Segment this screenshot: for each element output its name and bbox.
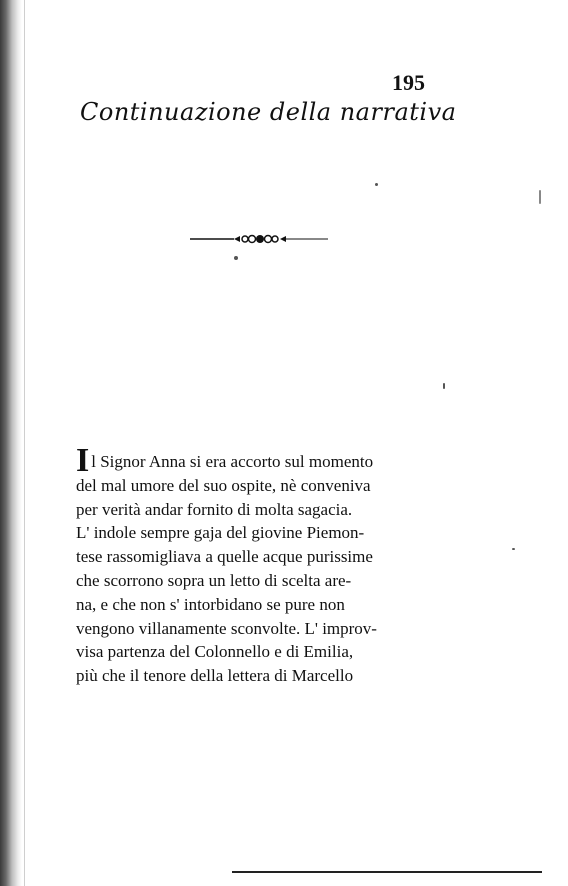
- body-paragraph: [76, 442, 456, 688]
- text-line: vengono villanamente sconvolte. L' improv-: [76, 618, 377, 638]
- text-line: L' indole sempre gaja del giovine Piemon-: [76, 523, 365, 543]
- page-number: 195: [392, 70, 425, 95]
- paper-speck: [512, 548, 515, 550]
- text-line: per verità andar fornito di molta sagacia.: [76, 499, 353, 519]
- text-line-content: l Signor Anna si era accorto sul momento: [91, 452, 374, 471]
- initial-letter: I: [76, 442, 90, 479]
- book-spine-shadow: [0, 0, 22, 886]
- text-line: [76, 442, 456, 479]
- paper-speck: [539, 190, 541, 204]
- text-line: tese rassomigliava a quelle acque purissime: [76, 547, 373, 567]
- paper-speck: [234, 256, 238, 260]
- paper-speck: [375, 183, 378, 186]
- decorative-ornament: [190, 229, 330, 249]
- text-line: na, e che non s' intorbidano se pure non: [76, 594, 345, 614]
- paper-speck: [443, 383, 445, 389]
- text-line: più che il tenore della lettera di Marcello: [76, 666, 354, 686]
- page-edge-line: [24, 0, 25, 886]
- text-line: del mal umore del suo ospite, nè conveniva: [76, 475, 371, 495]
- text-line: che scorrono sopra un letto di scelta are-: [76, 570, 352, 590]
- chapter-heading: Continuazione della narrativa: [80, 98, 457, 126]
- bottom-rule: [232, 871, 542, 873]
- text-line: visa partenza del Colonnello e di Emilia,: [76, 642, 354, 662]
